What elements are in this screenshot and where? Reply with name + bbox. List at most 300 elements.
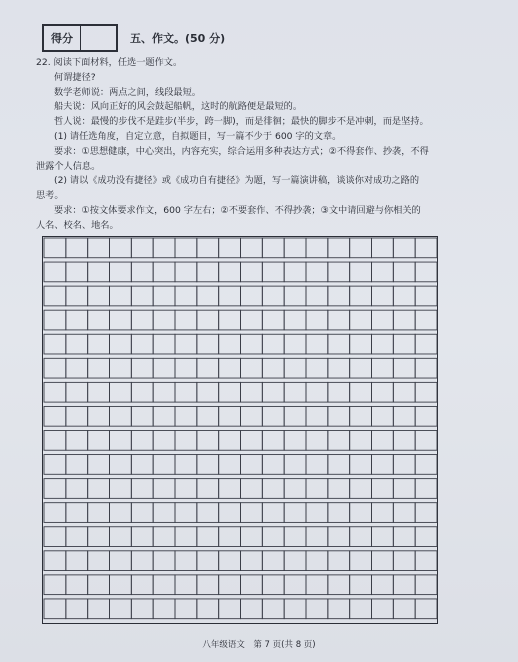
grid-cell[interactable] (262, 334, 284, 354)
grid-cell[interactable] (219, 455, 241, 475)
grid-cell[interactable] (284, 599, 306, 619)
grid-cell[interactable] (175, 551, 197, 571)
grid-cell[interactable] (415, 575, 437, 595)
writing-grid[interactable] (42, 236, 438, 624)
grid-cell[interactable] (110, 358, 132, 378)
grid-cell[interactable] (88, 455, 110, 475)
grid-cell[interactable] (306, 455, 328, 475)
grid-cell[interactable] (153, 455, 175, 475)
grid-cell[interactable] (306, 406, 328, 426)
grid-cell[interactable] (284, 406, 306, 426)
grid-cell[interactable] (197, 382, 219, 402)
grid-cell[interactable] (372, 262, 394, 282)
grid-cell[interactable] (219, 358, 241, 378)
grid-cell[interactable] (153, 334, 175, 354)
grid-cell[interactable] (262, 286, 284, 306)
grid-cell[interactable] (328, 551, 350, 571)
grid-cell[interactable] (284, 358, 306, 378)
grid-cell[interactable] (350, 479, 372, 499)
grid-cell[interactable] (88, 599, 110, 619)
grid-cell[interactable] (241, 406, 263, 426)
grid-cell[interactable] (88, 334, 110, 354)
grid-cell[interactable] (306, 575, 328, 595)
grid-cell[interactable] (219, 599, 241, 619)
grid-cell[interactable] (241, 334, 263, 354)
grid-cell[interactable] (306, 431, 328, 451)
grid-cell[interactable] (415, 382, 437, 402)
grid-cell[interactable] (372, 431, 394, 451)
grid-cell[interactable] (241, 382, 263, 402)
grid-cell[interactable] (219, 479, 241, 499)
grid-cell[interactable] (66, 599, 88, 619)
grid-cell[interactable] (262, 262, 284, 282)
grid-cell[interactable] (372, 310, 394, 330)
grid-cell[interactable] (110, 503, 132, 523)
grid-cell[interactable] (131, 238, 153, 258)
grid-cell[interactable] (262, 431, 284, 451)
grid-cell[interactable] (415, 358, 437, 378)
grid-cell[interactable] (44, 334, 66, 354)
grid-cell[interactable] (284, 262, 306, 282)
grid-cell[interactable] (328, 238, 350, 258)
grid-cell[interactable] (306, 334, 328, 354)
grid-cell[interactable] (197, 551, 219, 571)
grid-cell[interactable] (197, 599, 219, 619)
grid-cell[interactable] (66, 406, 88, 426)
grid-cell[interactable] (66, 286, 88, 306)
grid-cell[interactable] (284, 382, 306, 402)
grid-cell[interactable] (415, 262, 437, 282)
grid-cell[interactable] (153, 527, 175, 547)
grid-cell[interactable] (415, 334, 437, 354)
grid-cell[interactable] (110, 575, 132, 595)
grid-cell[interactable] (306, 358, 328, 378)
grid-cell[interactable] (66, 382, 88, 402)
grid-cell[interactable] (88, 286, 110, 306)
grid-cell[interactable] (110, 286, 132, 306)
grid-cell[interactable] (110, 334, 132, 354)
grid-cell[interactable] (284, 455, 306, 475)
grid-cell[interactable] (153, 382, 175, 402)
grid-cell[interactable] (262, 479, 284, 499)
grid-cell[interactable] (262, 575, 284, 595)
grid-cell[interactable] (328, 455, 350, 475)
grid-cell[interactable] (66, 262, 88, 282)
grid-cell[interactable] (110, 455, 132, 475)
grid-cell[interactable] (175, 479, 197, 499)
grid-cell[interactable] (44, 431, 66, 451)
grid-cell[interactable] (241, 262, 263, 282)
grid-cell[interactable] (393, 286, 415, 306)
grid-cell[interactable] (44, 262, 66, 282)
grid-cell[interactable] (88, 238, 110, 258)
grid-cell[interactable] (415, 286, 437, 306)
grid-cell[interactable] (110, 238, 132, 258)
grid-cell[interactable] (110, 382, 132, 402)
grid-cell[interactable] (219, 262, 241, 282)
grid-cell[interactable] (284, 527, 306, 547)
grid-cell[interactable] (372, 286, 394, 306)
grid-cell[interactable] (328, 358, 350, 378)
grid-cell[interactable] (372, 479, 394, 499)
grid-cell[interactable] (197, 455, 219, 475)
grid-cell[interactable] (328, 382, 350, 402)
grid-cell[interactable] (66, 551, 88, 571)
grid-cell[interactable] (175, 527, 197, 547)
grid-cell[interactable] (66, 527, 88, 547)
grid-cell[interactable] (219, 503, 241, 523)
grid-cell[interactable] (131, 551, 153, 571)
grid-cell[interactable] (393, 334, 415, 354)
grid-cell[interactable] (372, 382, 394, 402)
grid-cell[interactable] (153, 358, 175, 378)
grid-cell[interactable] (131, 262, 153, 282)
grid-cell[interactable] (175, 262, 197, 282)
grid-cell[interactable] (241, 310, 263, 330)
grid-cell[interactable] (306, 551, 328, 571)
grid-cell[interactable] (175, 503, 197, 523)
grid-cell[interactable] (175, 455, 197, 475)
grid-cell[interactable] (44, 310, 66, 330)
quote-philosopher: 哲人说：最慢的步伐不是跬步(半步，跨一脚)，而是徘徊；最快的脚步不是冲刺，而是坚持。 (54, 116, 429, 128)
grid-cell[interactable] (372, 503, 394, 523)
grid-cell[interactable] (350, 527, 372, 547)
grid-cell[interactable] (110, 479, 132, 499)
grid-cell[interactable] (131, 503, 153, 523)
grid-cell[interactable] (219, 286, 241, 306)
grid-cell[interactable] (44, 455, 66, 475)
grid-cell[interactable] (372, 238, 394, 258)
grid-cell[interactable] (44, 479, 66, 499)
grid-cell[interactable] (393, 310, 415, 330)
grid-cell[interactable] (88, 310, 110, 330)
grid-cell[interactable] (241, 527, 263, 547)
grid-cell[interactable] (153, 599, 175, 619)
grid-cell[interactable] (284, 551, 306, 571)
grid-cell[interactable] (175, 286, 197, 306)
grid-cell[interactable] (284, 479, 306, 499)
grid-cell[interactable] (415, 551, 437, 571)
grid-cell[interactable] (306, 286, 328, 306)
grid-cell[interactable] (393, 599, 415, 619)
grid-cell[interactable] (284, 503, 306, 523)
grid-cell[interactable] (175, 310, 197, 330)
grid-cell[interactable] (393, 479, 415, 499)
grid-cell[interactable] (328, 262, 350, 282)
grid-cell[interactable] (197, 310, 219, 330)
grid-cell[interactable] (110, 551, 132, 571)
section-title: 五、作文。(50 分) (130, 32, 226, 45)
grid-cell[interactable] (262, 455, 284, 475)
grid-cell[interactable] (350, 575, 372, 595)
grid-cell[interactable] (219, 334, 241, 354)
grid-cell[interactable] (153, 286, 175, 306)
grid-cell[interactable] (415, 238, 437, 258)
grid-cell[interactable] (175, 575, 197, 595)
grid-cell[interactable] (197, 527, 219, 547)
grid-cell[interactable] (219, 527, 241, 547)
grid-cell[interactable] (66, 358, 88, 378)
grid-cell[interactable] (328, 503, 350, 523)
grid-cell[interactable] (197, 575, 219, 595)
grid-cell[interactable] (88, 382, 110, 402)
grid-cell[interactable] (306, 262, 328, 282)
grid-cell[interactable] (153, 479, 175, 499)
grid-cell[interactable] (44, 406, 66, 426)
grid-cell[interactable] (262, 599, 284, 619)
grid-cell[interactable] (393, 406, 415, 426)
grid-cell[interactable] (350, 455, 372, 475)
grid-cell[interactable] (44, 551, 66, 571)
option-1-requirement: 要求：①思想健康，中心突出，内容充实，综合运用多种表达方式；②不得套作、抄袭，不得 (54, 145, 429, 157)
grid-cell[interactable] (372, 575, 394, 595)
grid-cell[interactable] (197, 406, 219, 426)
grid-cell[interactable] (44, 382, 66, 402)
grid-cell[interactable] (66, 503, 88, 523)
grid-cell[interactable] (241, 358, 263, 378)
grid-cell[interactable] (241, 599, 263, 619)
grid-cell[interactable] (197, 286, 219, 306)
grid-cell[interactable] (66, 310, 88, 330)
grid-cell[interactable] (241, 455, 263, 475)
score-cell[interactable] (81, 26, 116, 50)
grid-cell[interactable] (219, 575, 241, 595)
grid-cell[interactable] (393, 431, 415, 451)
grid-cell[interactable] (88, 406, 110, 426)
grid-cell[interactable] (262, 238, 284, 258)
grid-cell[interactable] (88, 503, 110, 523)
grid-cell[interactable] (328, 479, 350, 499)
grid-cell[interactable] (393, 358, 415, 378)
grid-cell[interactable] (66, 455, 88, 475)
grid-cell[interactable] (44, 358, 66, 378)
grid-cell[interactable] (350, 358, 372, 378)
grid-cell[interactable] (241, 503, 263, 523)
grid-cell[interactable] (219, 406, 241, 426)
grid-cell[interactable] (306, 599, 328, 619)
grid-cell[interactable] (131, 358, 153, 378)
grid-cell[interactable] (153, 262, 175, 282)
grid-cell[interactable] (175, 599, 197, 619)
grid-cell[interactable] (284, 310, 306, 330)
grid-cell[interactable] (88, 575, 110, 595)
grid-cell[interactable] (88, 551, 110, 571)
grid-cell[interactable] (110, 310, 132, 330)
grid-cell[interactable] (131, 599, 153, 619)
grid-cell[interactable] (372, 551, 394, 571)
grid-cell[interactable] (328, 334, 350, 354)
grid-cell[interactable] (88, 527, 110, 547)
grid-cell[interactable] (175, 238, 197, 258)
grid-cell[interactable] (175, 358, 197, 378)
grid-cell[interactable] (131, 431, 153, 451)
grid-cell[interactable] (262, 310, 284, 330)
grid-cell[interactable] (393, 551, 415, 571)
grid-cell[interactable] (175, 382, 197, 402)
grid-cell[interactable] (284, 431, 306, 451)
grid-cell[interactable] (328, 575, 350, 595)
question-number-line: 22. 阅读下面材料，任选一题作文。 (36, 57, 183, 68)
grid-cell[interactable] (219, 551, 241, 571)
grid-cell[interactable] (197, 334, 219, 354)
grid-cell[interactable] (241, 431, 263, 451)
grid-cell[interactable] (131, 310, 153, 330)
grid-cell[interactable] (44, 575, 66, 595)
grid-cell[interactable] (153, 551, 175, 571)
grid-cell[interactable] (44, 527, 66, 547)
grid-cell[interactable] (219, 382, 241, 402)
grid-cell[interactable] (415, 503, 437, 523)
grid-cell[interactable] (88, 262, 110, 282)
grid-cell[interactable] (131, 527, 153, 547)
grid-cell[interactable] (197, 358, 219, 378)
grid-cell[interactable] (328, 431, 350, 451)
grid-cell[interactable] (393, 238, 415, 258)
grid-cell[interactable] (372, 406, 394, 426)
grid-cell[interactable] (328, 599, 350, 619)
grid-cell[interactable] (262, 551, 284, 571)
grid-cell[interactable] (328, 310, 350, 330)
grid-cell[interactable] (88, 479, 110, 499)
grid-cell[interactable] (153, 431, 175, 451)
grid-cell[interactable] (350, 551, 372, 571)
grid-cell[interactable] (262, 382, 284, 402)
grid-cell[interactable] (284, 575, 306, 595)
grid-cell[interactable] (415, 310, 437, 330)
grid-cell[interactable] (110, 431, 132, 451)
grid-cell[interactable] (44, 503, 66, 523)
grid-cell[interactable] (328, 406, 350, 426)
grid-cell[interactable] (197, 262, 219, 282)
grid-cell[interactable] (350, 286, 372, 306)
grid-cell[interactable] (153, 406, 175, 426)
grid-cell[interactable] (153, 575, 175, 595)
grid-cell[interactable] (110, 262, 132, 282)
grid-cell[interactable] (306, 479, 328, 499)
grid-cell[interactable] (66, 575, 88, 595)
grid-cell[interactable] (131, 406, 153, 426)
grid-cell[interactable] (350, 310, 372, 330)
grid-cell[interactable] (44, 286, 66, 306)
grid-cell[interactable] (131, 575, 153, 595)
grid-cell[interactable] (262, 527, 284, 547)
grid-cell[interactable] (372, 527, 394, 547)
grid-cell[interactable] (197, 503, 219, 523)
grid-cell[interactable] (153, 238, 175, 258)
grid-cell[interactable] (66, 334, 88, 354)
grid-cell[interactable] (241, 551, 263, 571)
grid-cell[interactable] (372, 334, 394, 354)
grid-cell[interactable] (175, 334, 197, 354)
grid-cell[interactable] (131, 334, 153, 354)
grid-cell[interactable] (241, 238, 263, 258)
grid-cell[interactable] (350, 382, 372, 402)
grid-cell[interactable] (110, 406, 132, 426)
grid-cell[interactable] (415, 431, 437, 451)
grid-cell[interactable] (131, 479, 153, 499)
grid-cell[interactable] (219, 310, 241, 330)
grid-cell[interactable] (262, 503, 284, 523)
grid-cell[interactable] (88, 358, 110, 378)
grid-cell[interactable] (44, 238, 66, 258)
grid-cell[interactable] (175, 431, 197, 451)
grid-cell[interactable] (372, 599, 394, 619)
grid-cell[interactable] (350, 503, 372, 523)
grid-cell[interactable] (110, 599, 132, 619)
grid-cell[interactable] (153, 503, 175, 523)
grid-cell[interactable] (415, 406, 437, 426)
grid-cell[interactable] (44, 599, 66, 619)
grid-cell[interactable] (66, 431, 88, 451)
grid-cell[interactable] (306, 310, 328, 330)
grid-cell[interactable] (350, 262, 372, 282)
grid-cell[interactable] (262, 358, 284, 378)
grid-cell[interactable] (306, 503, 328, 523)
grid-cell[interactable] (415, 527, 437, 547)
grid-cell[interactable] (350, 599, 372, 619)
option-1: (1) 请任选角度，自定立意，自拟题目，写一篇不少于 600 字的文章。 (54, 130, 342, 142)
grid-cell[interactable] (372, 358, 394, 378)
grid-cell[interactable] (328, 286, 350, 306)
grid-cell[interactable] (197, 238, 219, 258)
grid-cell[interactable] (131, 286, 153, 306)
grid-cell[interactable] (328, 527, 350, 547)
grid-cell[interactable] (219, 238, 241, 258)
grid-cell[interactable] (131, 455, 153, 475)
grid-cell[interactable] (393, 455, 415, 475)
grid-cell[interactable] (415, 599, 437, 619)
option-2: (2) 请以《成功没有捷径》或《成功自有捷径》为题，写一篇演讲稿，谈谈你对成功之路的 (54, 175, 420, 187)
grid-cell[interactable] (372, 455, 394, 475)
grid-cell[interactable] (306, 527, 328, 547)
grid-cell[interactable] (88, 431, 110, 451)
grid-cell[interactable] (350, 431, 372, 451)
grid-cell[interactable] (393, 527, 415, 547)
grid-cell[interactable] (393, 575, 415, 595)
grid-cell[interactable] (241, 575, 263, 595)
grid-cell[interactable] (153, 310, 175, 330)
grid-cell[interactable] (284, 334, 306, 354)
grid-cell[interactable] (415, 455, 437, 475)
grid-cell[interactable] (393, 382, 415, 402)
grid-cell[interactable] (262, 406, 284, 426)
grid-cell[interactable] (350, 334, 372, 354)
grid-cell[interactable] (306, 382, 328, 402)
grid-cell[interactable] (197, 479, 219, 499)
grid-cell[interactable] (131, 382, 153, 402)
grid-cell[interactable] (284, 286, 306, 306)
grid-cell[interactable] (393, 503, 415, 523)
grid-cell[interactable] (66, 238, 88, 258)
grid-cell[interactable] (415, 479, 437, 499)
score-box (42, 24, 118, 52)
grid-cell[interactable] (393, 262, 415, 282)
grid-cell[interactable] (66, 479, 88, 499)
grid-cell[interactable] (241, 479, 263, 499)
option-2-requirement: 要求：①按文体要求作文，600 字左右；②不要套作、不得抄袭；③文中请回避与你相关的 (54, 204, 421, 216)
grid-cell[interactable] (350, 238, 372, 258)
grid-cell[interactable] (110, 527, 132, 547)
grid-cell[interactable] (175, 406, 197, 426)
grid-cell[interactable] (241, 286, 263, 306)
option-1-requirement-cont: 泄露个人信息。 (36, 160, 101, 172)
quote-math-teacher: 数学老师说：两点之间，线段最短。 (54, 86, 201, 98)
grid-cell[interactable] (284, 238, 306, 258)
grid-cell[interactable] (350, 406, 372, 426)
grid-cell[interactable] (197, 431, 219, 451)
grid-cell[interactable] (306, 238, 328, 258)
grid-cell[interactable] (219, 431, 241, 451)
